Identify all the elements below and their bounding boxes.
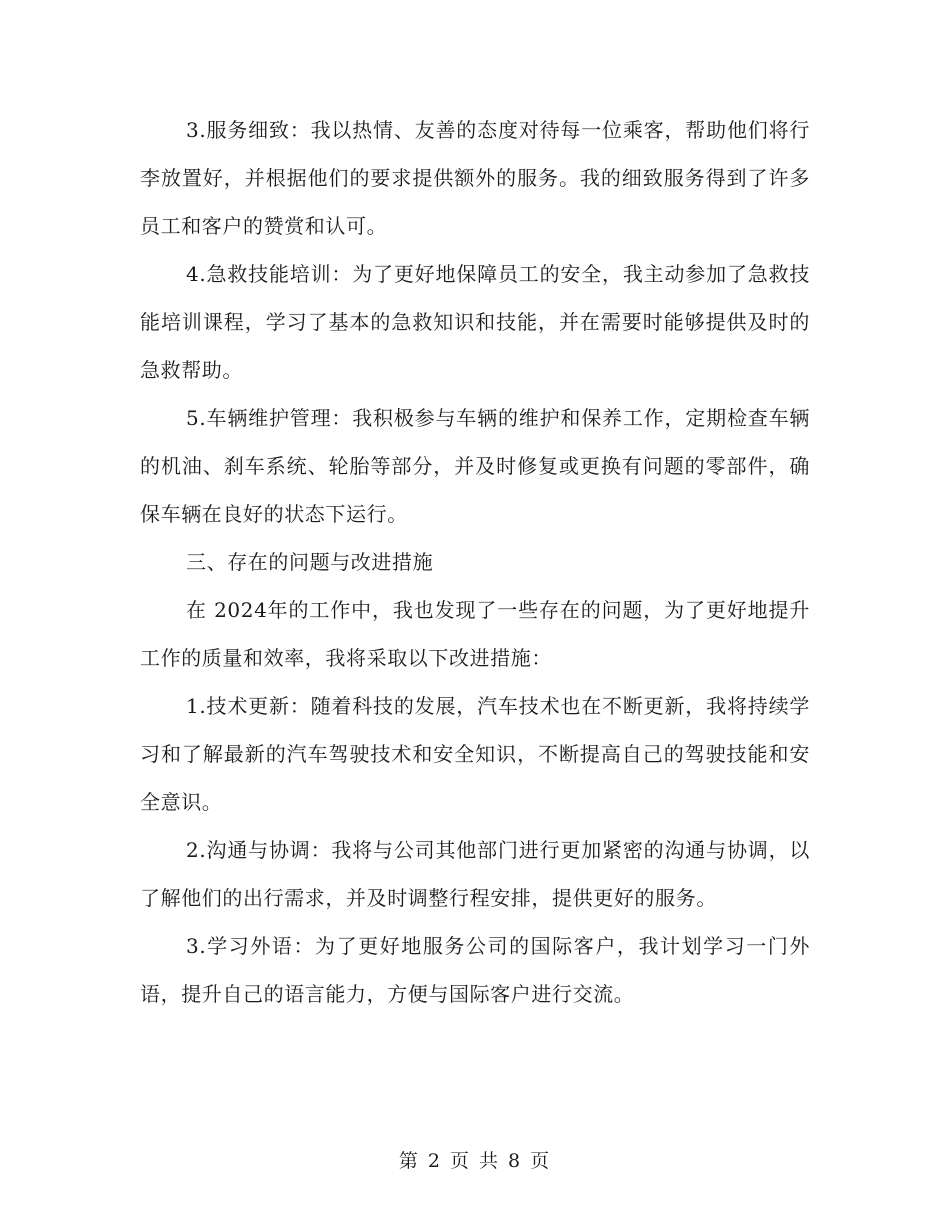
paragraph-service-detail: 3.服务细致：我以热情、友善的态度对待每一位乘客，帮助他们将行李放置好，并根据他们的要求提供额外的服务。我的细致服务得到了许多员工和客户的赞赏和认可。 — [140, 118, 810, 238]
paragraph-tech-update: 1.技术更新：随着科技的发展，汽车技术也在不断更新，我将持续学习和了解最新的汽车驾驶技术和安全知识，不断提高自己的驾驶技能和安全意识。 — [140, 694, 810, 814]
document-body — [140, 106, 810, 1018]
paragraph-foreign-language: 3.学习外语：为了更好地服务公司的国际客户，我计划学习一门外语，提升自己的语言能力，方便与国际客户进行交流。 — [140, 934, 810, 1006]
section-heading-problems: 三、存在的问题与改进措施 — [186, 550, 434, 574]
paragraph-first-aid-training: 4.急救技能培训：为了更好地保障员工的安全，我主动参加了急救技能培训课程，学习了基本的急救知识和技能，并在需要时能够提供及时的急救帮助。 — [140, 262, 810, 382]
page-number-footer: 第 2 页 共 8 页 — [398, 1150, 552, 1172]
paragraph-vehicle-maintenance: 5.车辆维护管理：我积极参与车辆的维护和保养工作，定期检查车辆的机油、刹车系统、轮胎等部分，并及时修复或更换有问题的零部件，确保车辆在良好的状态下运行。 — [140, 406, 810, 526]
paragraph-communication: 2.沟通与协调：我将与公司其他部门进行更加紧密的沟通与协调，以了解他们的出行需求，并及时调整行程安排，提供更好的服务。 — [140, 838, 810, 910]
paragraph-problems-intro: 在 2024年的工作中，我也发现了一些存在的问题，为了更好地提升工作的质量和效率，我将采取以下改进措施： — [140, 598, 810, 670]
